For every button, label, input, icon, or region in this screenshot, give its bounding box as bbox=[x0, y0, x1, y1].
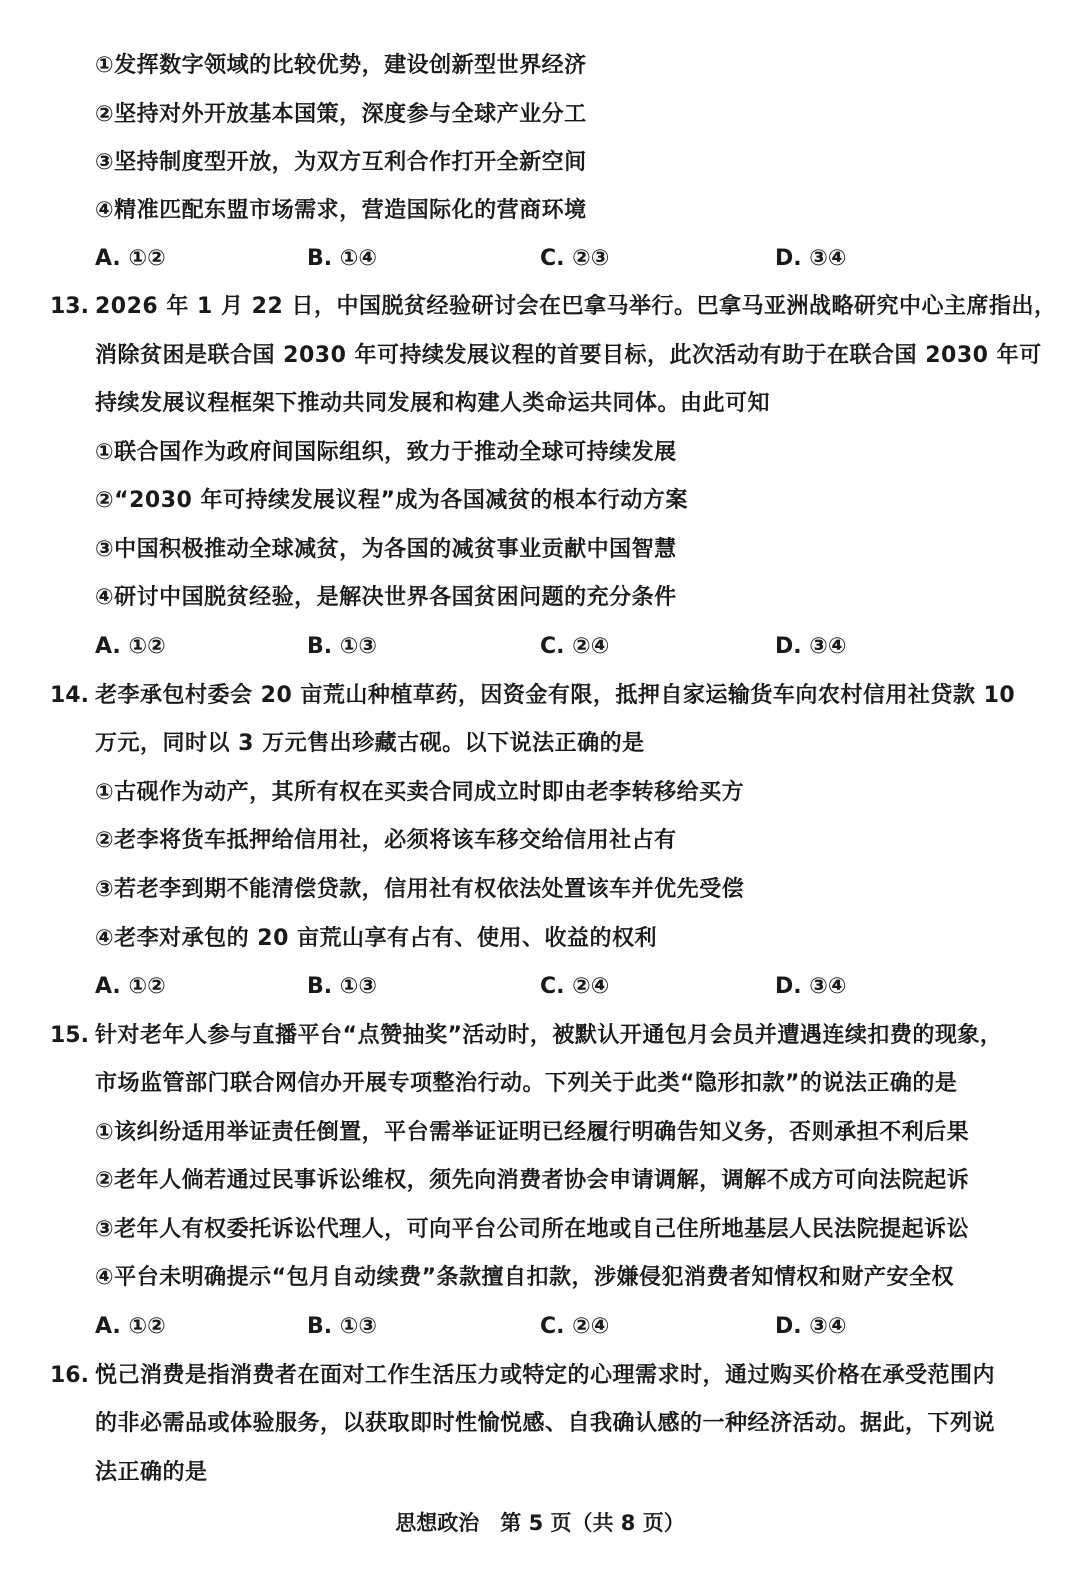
q14-item-4: ④老李对承包的 20 亩荒山享有占有、使用、收益的权利 bbox=[95, 926, 658, 951]
q14-item-3: ③若老李到期不能清偿贷款，信用社有权依法处置该车并优先受偿 bbox=[95, 877, 745, 902]
q14-item-1: ①古砚作为动产，其所有权在买卖合同成立时即由老李转移给买方 bbox=[95, 780, 745, 805]
q13-item-1: ①联合国作为政府间国际组织，致力于推动全球可持续发展 bbox=[95, 440, 677, 465]
q12-option-d: D. ③④ bbox=[775, 246, 847, 271]
q14-option-c: C. ②④ bbox=[540, 974, 610, 999]
q14-number: 14. bbox=[50, 683, 89, 708]
page-footer: 思想政治 第 5 页（共 8 页） bbox=[395, 1511, 685, 1535]
q13-item-3: ③中国积极推动全球减贫，为各国的减贫事业贡献中国智慧 bbox=[95, 537, 677, 562]
q16-number: 16. bbox=[50, 1363, 89, 1388]
q14-option-a: A. ①② bbox=[95, 974, 166, 999]
q14-stem-line-1: 老李承包村委会 20 亩荒山种植草药，因资金有限，抵押自家运输货车向农村信用社贷款 10 bbox=[95, 683, 1016, 708]
q16-stem-line-3: 法正确的是 bbox=[95, 1460, 208, 1485]
q14-stem-line-2: 万元，同时以 3 万元售出珍藏古砚。以下说法正确的是 bbox=[95, 731, 645, 756]
q12-item-1: ①发挥数字领域的比较优势，建设创新型世界经济 bbox=[95, 53, 587, 78]
q15-option-b: B. ①③ bbox=[307, 1314, 378, 1339]
q15-stem-line-2: 市场监管部门联合网信办开展专项整治行动。下列关于此类“隐形扣款”的说法正确的是 bbox=[95, 1071, 958, 1096]
q16-stem-line-1: 悦己消费是指消费者在面对工作生活压力或特定的心理需求时，通过购买价格在承受范围内 bbox=[95, 1363, 996, 1388]
q15-number: 15. bbox=[50, 1023, 89, 1048]
q13-option-b: B. ①③ bbox=[307, 634, 378, 659]
q13-stem-line-2: 消除贫困是联合国 2030 年可持续发展议程的首要目标，此次活动有助于在联合国 2030 年可 bbox=[95, 343, 1042, 368]
q14-option-b: B. ①③ bbox=[307, 974, 378, 999]
q15-item-2: ②老年人倘若通过民事诉讼维权，须先向消费者协会申请调解，调解不成方可向法院起诉 bbox=[95, 1168, 970, 1193]
q12-option-c: C. ②③ bbox=[540, 246, 610, 271]
q13-item-2: ②“2030 年可持续发展议程”成为各国减贫的根本行动方案 bbox=[95, 488, 688, 513]
q16-stem-line-2: 的非必需品或体验服务，以获取即时性愉悦感、自我确认感的一种经济活动。据此，下列说 bbox=[95, 1411, 996, 1436]
q12-item-4: ④精准匹配东盟市场需求，营造国际化的营商环境 bbox=[95, 198, 587, 223]
q13-option-d: D. ③④ bbox=[775, 634, 847, 659]
q15-item-3: ③老年人有权委托诉讼代理人，可向平台公司所在地或自己住所地基层人民法院提起诉讼 bbox=[95, 1217, 970, 1242]
q13-item-4: ④研讨中国脱贫经验，是解决世界各国贫困问题的充分条件 bbox=[95, 585, 677, 610]
q13-stem-line-1: 2026 年 1 月 22 日，中国脱贫经验研讨会在巴拿马举行。巴拿马亚洲战略研究中心主席指出， bbox=[95, 294, 1057, 319]
q12-item-3: ③坚持制度型开放，为双方互利合作打开全新空间 bbox=[95, 150, 587, 175]
q12-option-b: B. ①④ bbox=[307, 246, 378, 271]
q15-item-4: ④平台未明确提示“包月自动续费”条款擅自扣款，涉嫌侵犯消费者知情权和财产安全权 bbox=[95, 1265, 955, 1290]
q12-item-2: ②坚持对外开放基本国策，深度参与全球产业分工 bbox=[95, 102, 587, 127]
q15-option-a: A. ①② bbox=[95, 1314, 166, 1339]
q15-option-c: C. ②④ bbox=[540, 1314, 610, 1339]
q13-option-a: A. ①② bbox=[95, 634, 166, 659]
q13-number: 13. bbox=[50, 294, 89, 319]
q15-item-1: ①该纠纷适用举证责任倒置，平台需举证证明已经履行明确告知义务，否则承担不利后果 bbox=[95, 1120, 970, 1145]
q14-option-d: D. ③④ bbox=[775, 974, 847, 999]
q14-item-2: ②老李将货车抵押给信用社，必须将该车移交给信用社占有 bbox=[95, 828, 677, 853]
q12-option-a: A. ①② bbox=[95, 246, 166, 271]
q13-option-c: C. ②④ bbox=[540, 634, 610, 659]
q13-stem-line-3: 持续发展议程框架下推动共同发展和构建人类命运共同体。由此可知 bbox=[95, 391, 771, 416]
q15-option-d: D. ③④ bbox=[775, 1314, 847, 1339]
q15-stem-line-1: 针对老年人参与直播平台“点赞抽奖”活动时，被默认开通包月会员并遭遇连续扣费的现象， bbox=[95, 1023, 1003, 1048]
